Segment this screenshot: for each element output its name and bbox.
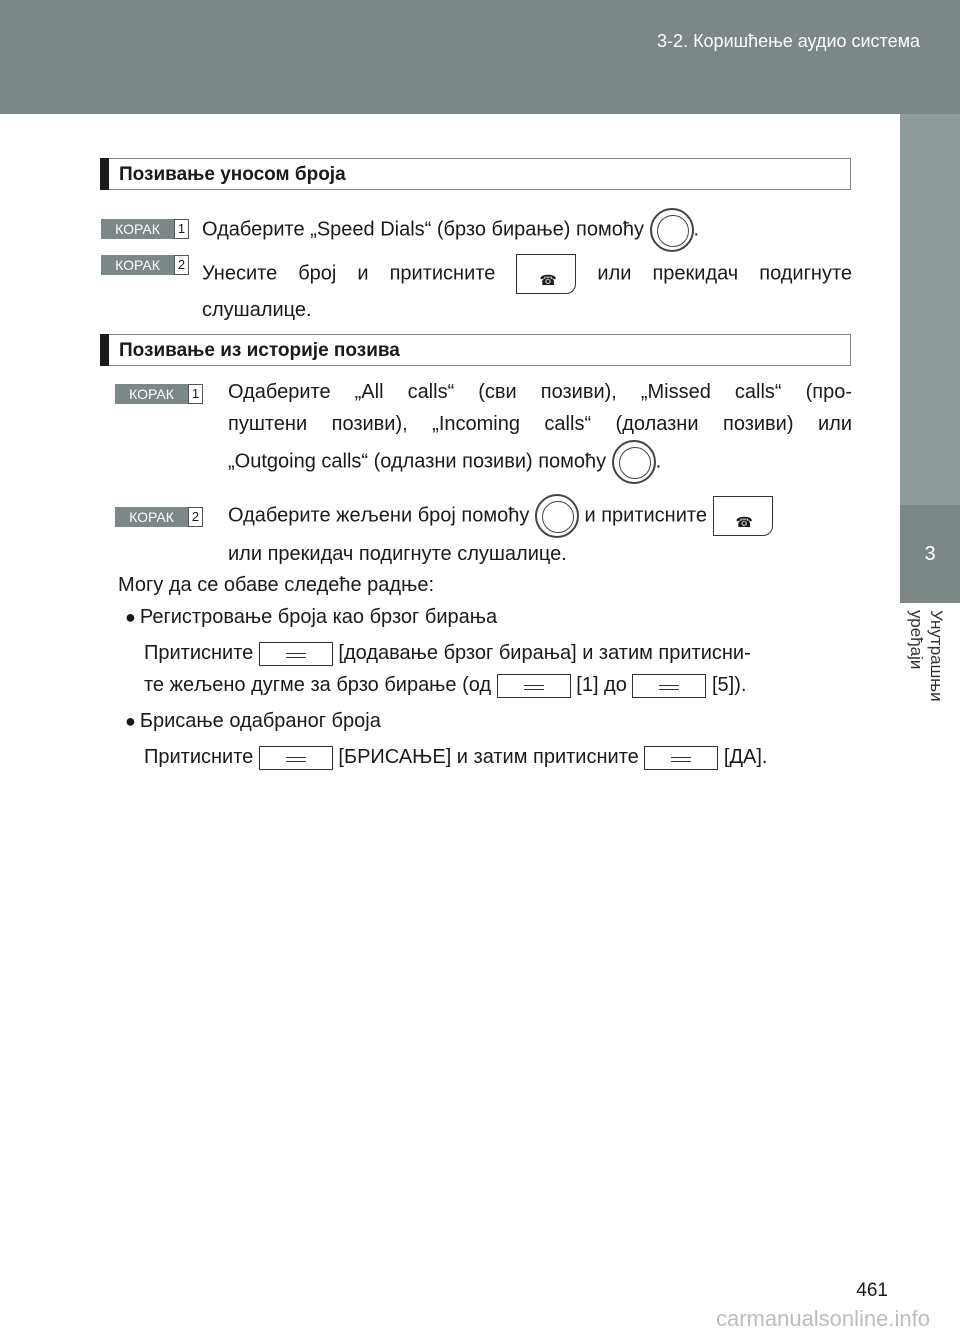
- heading-call-history: Позивање из историје позива: [100, 334, 851, 366]
- section-title: 3-2. Коришћење аудио система: [657, 31, 920, 51]
- step-text: Одаберите „All calls“ (сви позиви), „Missed calls“ (про- пуштени позиви), „Incoming calls“ (долазни позиви) или „Outgoing calls“ (одлазни позиви) помоћу .: [228, 376, 852, 484]
- softkey-icon: [497, 674, 571, 698]
- off-hook-key-icon: [516, 254, 576, 294]
- softkey-icon: [259, 746, 333, 770]
- page-header: [0, 0, 960, 114]
- step-badge: КОРАК 1: [101, 219, 189, 239]
- page-number: 461: [856, 1280, 888, 1301]
- softkey-icon: [259, 642, 333, 666]
- step-text: Унесите број и притисните ☎ или прекидач подигнуте слушалице.: [202, 254, 852, 326]
- heading-dial-number: Позивање уносом броја: [100, 158, 851, 190]
- tune-knob-icon: [650, 208, 694, 252]
- off-hook-key-icon: [713, 496, 773, 536]
- softkey-icon: [644, 746, 718, 770]
- step-text: Одаберите „Speed Dials“ (брзо бирање) помоћу .: [202, 208, 699, 252]
- tune-knob-icon: [612, 440, 656, 484]
- step-text: Одаберите жељени број помоћу и притисните ☎ или прекидач подигнуте слушалице.: [228, 494, 852, 570]
- softkey-icon: [632, 674, 706, 698]
- tune-knob-icon: [535, 494, 579, 538]
- chapter-title: Унутрашњи уређаји: [907, 610, 946, 702]
- step-badge: КОРАК 2: [115, 507, 203, 527]
- chapter-tab: 3: [900, 505, 960, 603]
- step-badge: КОРАК 2: [101, 255, 189, 275]
- actions-text: Могу да се обаве следеће радње: ● Регистровање броја као брзог бирања Притисните [додавање брзог бирања] и затим притисни- те жељено дугме за брзо бирање (од [1] до [5]). ● Брисање одабраног броја Притисните [БРИСАЊЕ] и затим притисните [ДА].: [118, 574, 768, 768]
- watermark: carmanualsonline.info: [715, 1306, 930, 1331]
- step-badge: КОРАК 1: [115, 384, 203, 404]
